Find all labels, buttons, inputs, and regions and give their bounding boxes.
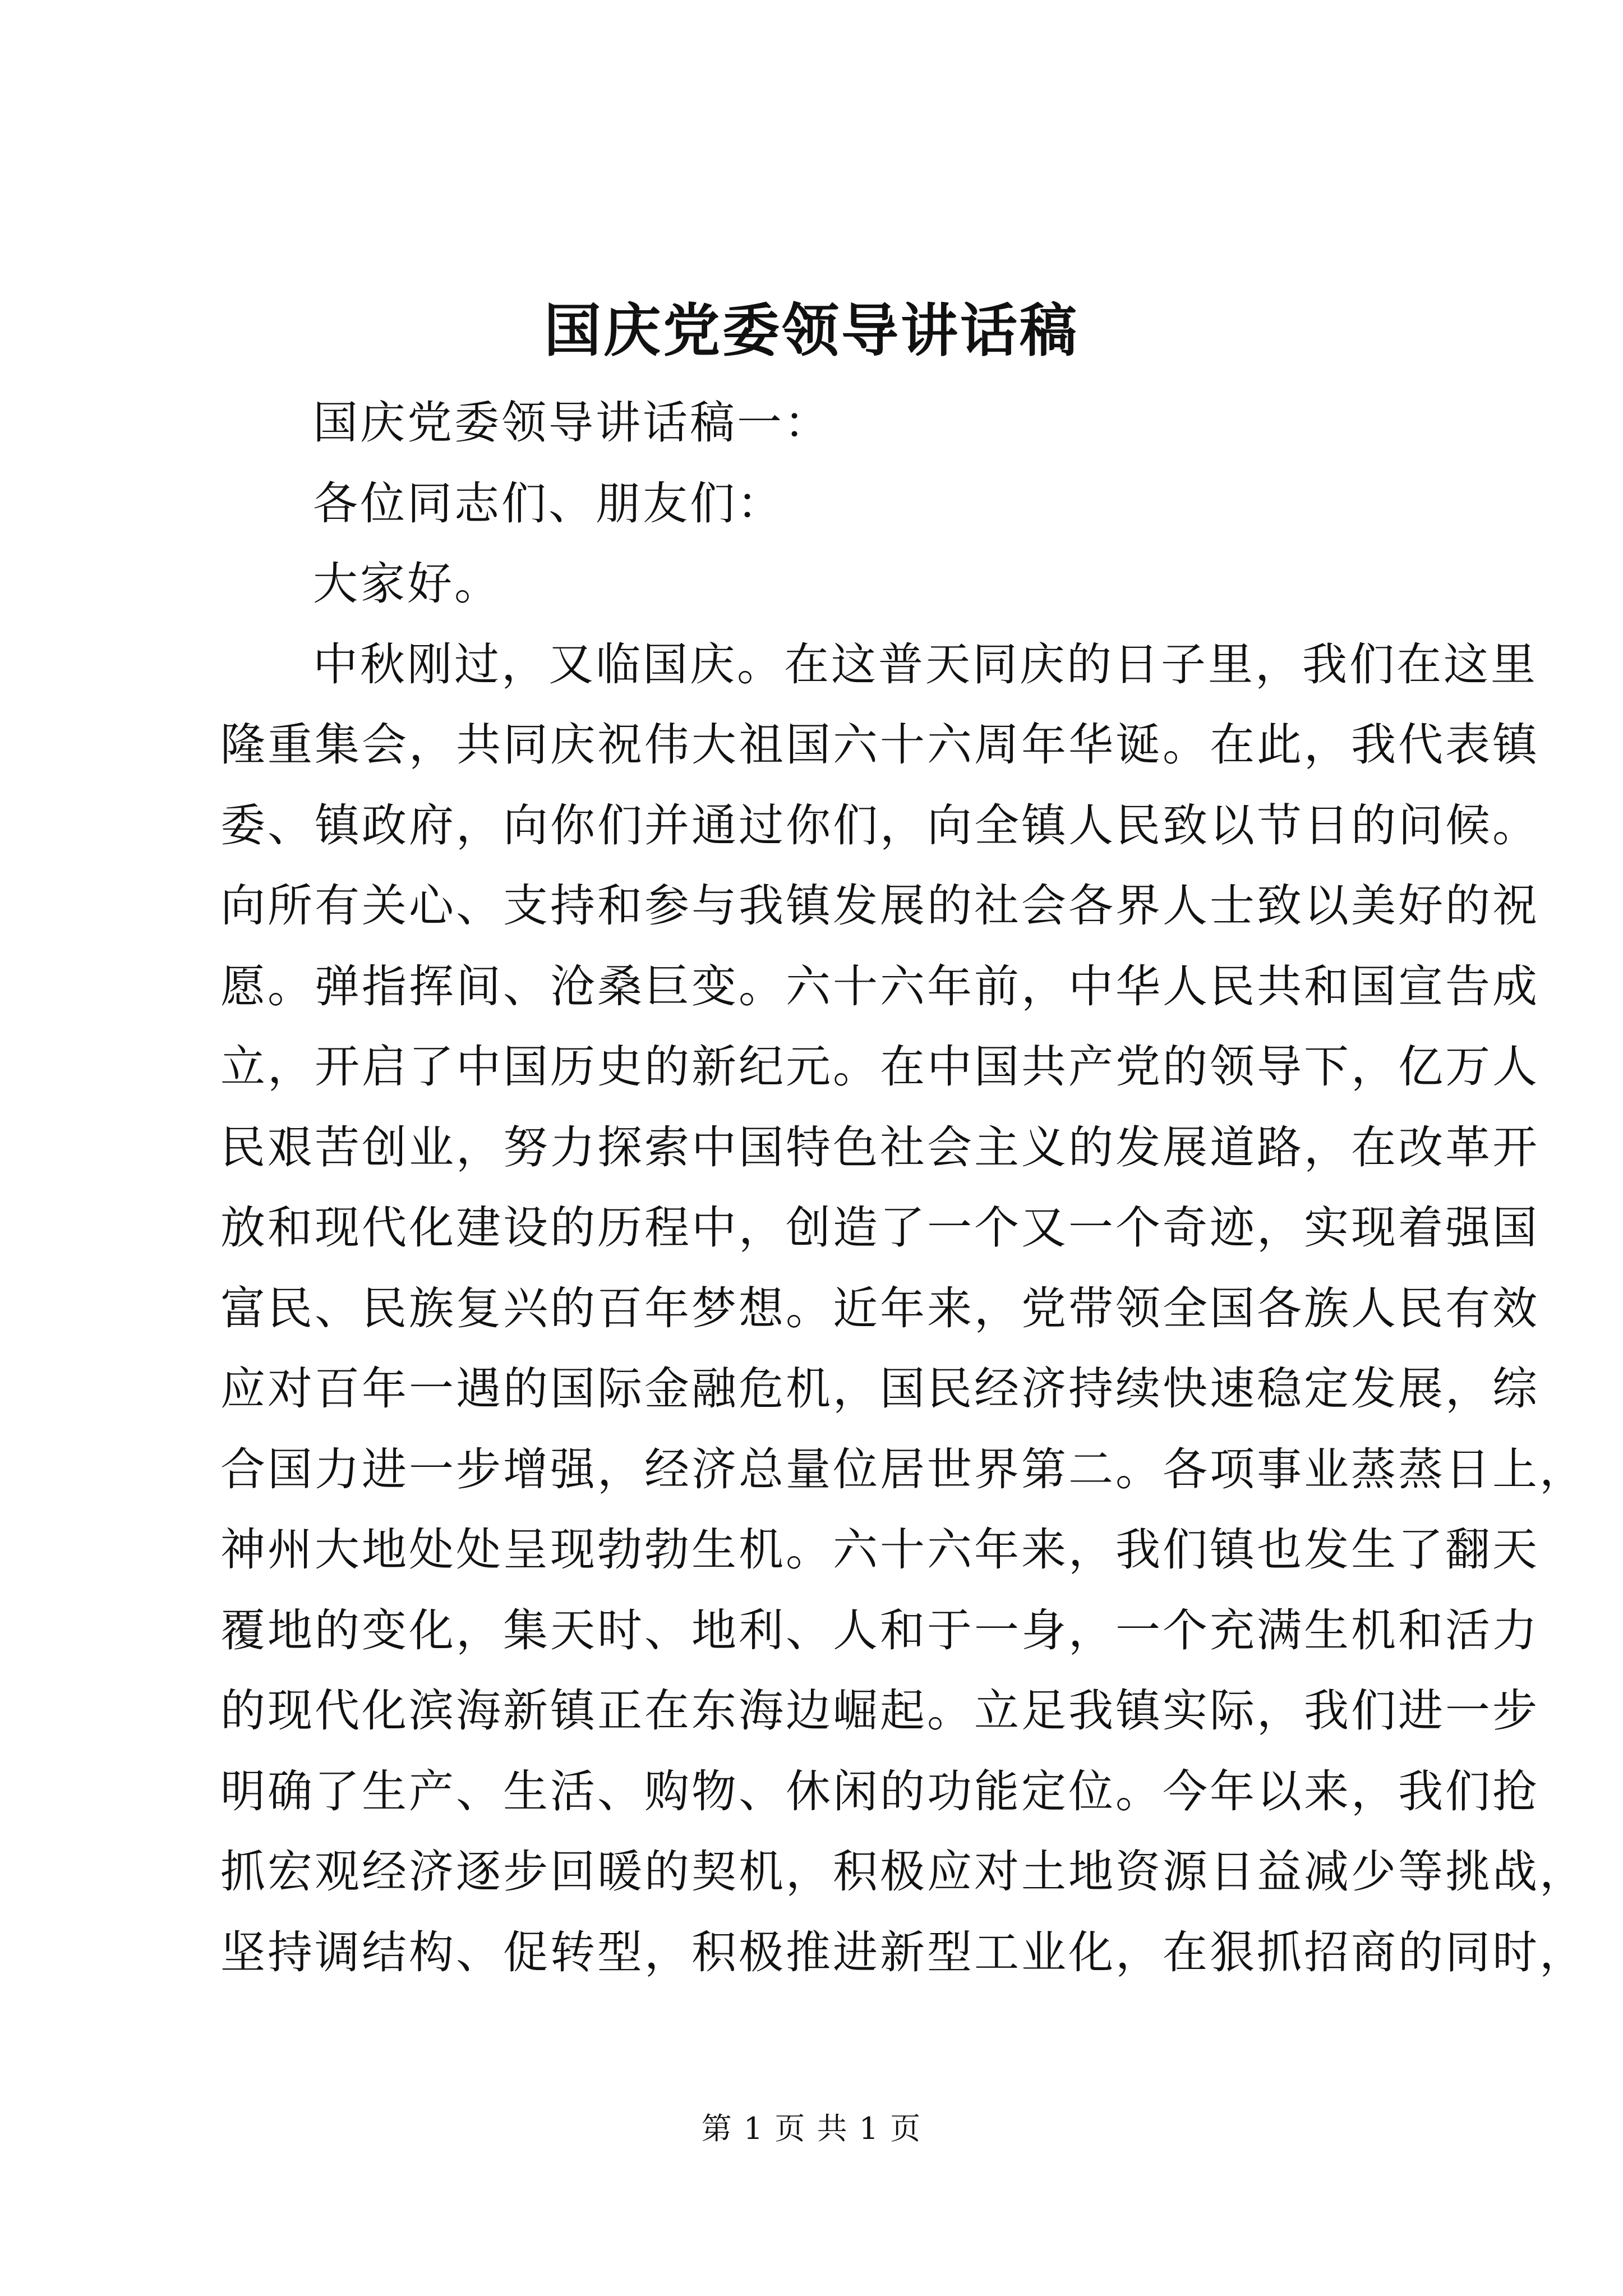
document-body [220,383,1587,1993]
paragraph-line: 的现代化滨海新镇正在东海边崛起。立足我镇实际，我们进一步 [220,1685,1539,1737]
paragraph-line: 覆地的变化，集天时、地利、人和于一身，一个充满生机和活力 [220,1604,1539,1657]
document-title: 国庆党委领导讲话稿 [544,297,1079,365]
greeting: 大家好。 [313,558,501,610]
paragraph-line: 富民、民族复兴的百年梦想。近年来，党带领全国各族人民有效 [220,1282,1539,1335]
section-heading: 国庆党委领导讲话稿一： [313,397,831,449]
salutation: 各位同志们、朋友们： [313,477,784,530]
paragraph-line: 立，开启了中国历史的新纪元。在中国共产党的领导下，亿万人 [220,1041,1539,1093]
page-footer: 第 1 页 共 1 页 [701,2111,922,2146]
paragraph-line: 隆重集会，共同庆祝伟大祖国六十六周年华诞。在此，我代表镇 [220,719,1539,771]
paragraph-line: 民艰苦创业，努力探索中国特色社会主义的发展道路，在改革开 [220,1121,1539,1174]
paragraph-line: 明确了生产、生活、购物、休闲的功能定位。今年以来，我们抢 [220,1765,1539,1818]
paragraph-line: 放和现代化建设的历程中，创造了一个又一个奇迹，实现着强国 [220,1202,1539,1254]
paragraph-line: 向所有关心、支持和参与我镇发展的社会各界人士致以美好的祝 [220,880,1539,932]
paragraph-line: 坚持调结构、促转型，积极推进新型工业化，在狠抓招商的同时， [220,1926,1587,1978]
paragraph-line: 抓宏观经济逐步回暖的契机，积极应对土地资源日益减少等挑战， [220,1846,1587,1898]
paragraph-line: 神州大地处处呈现勃勃生机。六十六年来，我们镇也发生了翻天 [220,1524,1539,1576]
paragraph-line: 合国力进一步增强，经济总量位居世界第二。各项事业蒸蒸日上， [220,1443,1587,1496]
paragraph-line: 中秋刚过，又临国庆。在这普天同庆的日子里，我们在这里 [313,638,1538,691]
paragraph-line: 委、镇政府，向你们并通过你们，向全镇人民致以节日的问候。 [220,799,1539,852]
paragraph-line: 愿。弹指挥间、沧桑巨变。六十六年前，中华人民共和国宣告成 [220,960,1539,1013]
paragraph-line: 应对百年一遇的国际金融危机，国民经济持续快速稳定发展，综 [220,1363,1539,1415]
